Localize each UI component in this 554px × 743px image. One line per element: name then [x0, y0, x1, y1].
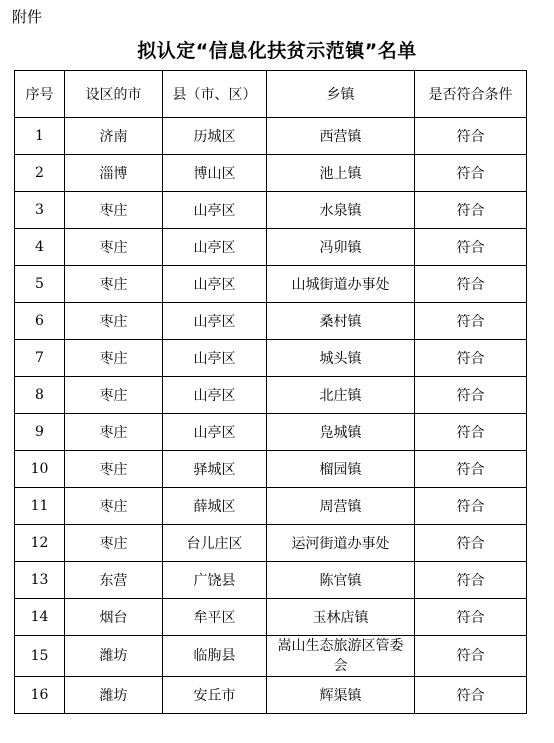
table-row: [15, 118, 527, 155]
cell-city: 枣庄: [65, 340, 163, 377]
cell-number: 12: [15, 525, 65, 562]
table-row: [15, 340, 527, 377]
cell-county: 广饶县: [163, 562, 267, 599]
cell-qualified: 符合: [415, 192, 527, 229]
header-town: 乡镇: [267, 71, 415, 118]
cell-number: 3: [15, 192, 65, 229]
cell-qualified: 符合: [415, 451, 527, 488]
cell-qualified: 符合: [415, 377, 527, 414]
cell-number: 10: [15, 451, 65, 488]
header-city: 设区的市: [65, 71, 163, 118]
cell-county: 山亭区: [163, 229, 267, 266]
cell-qualified: 符合: [415, 229, 527, 266]
cell-qualified: 符合: [415, 525, 527, 562]
cell-number: 9: [15, 414, 65, 451]
cell-city: 潍坊: [65, 636, 163, 677]
cell-county: 安丘市: [163, 677, 267, 714]
table-header-row: [15, 71, 527, 118]
cell-county: 驿城区: [163, 451, 267, 488]
cell-number: 15: [15, 636, 65, 677]
cell-qualified: 符合: [415, 636, 527, 677]
document-title: 拟认定“信息化扶贫示范镇”名单: [137, 40, 417, 62]
table-row: [15, 266, 527, 303]
cell-town: 周营镇: [267, 488, 415, 525]
cell-number: 8: [15, 377, 65, 414]
cell-city: 枣庄: [65, 303, 163, 340]
cell-town: 运河街道办事处: [267, 525, 415, 562]
cell-town: 凫城镇: [267, 414, 415, 451]
header-number: 序号: [15, 71, 65, 118]
cell-county: 山亭区: [163, 377, 267, 414]
cell-qualified: 符合: [415, 562, 527, 599]
cell-town: 水泉镇: [267, 192, 415, 229]
table-row: [15, 377, 527, 414]
table-row: [15, 599, 527, 636]
cell-qualified: 符合: [415, 303, 527, 340]
table-body: [15, 118, 527, 714]
header-county: 县（市、区）: [163, 71, 267, 118]
cell-number: 4: [15, 229, 65, 266]
cell-town: 北庄镇: [267, 377, 415, 414]
cell-county: 山亭区: [163, 192, 267, 229]
cell-qualified: 符合: [415, 118, 527, 155]
cell-city: 枣庄: [65, 192, 163, 229]
cell-county: 历城区: [163, 118, 267, 155]
table-row: [15, 562, 527, 599]
cell-city: 枣庄: [65, 525, 163, 562]
cell-town: 城头镇: [267, 340, 415, 377]
cell-town: 玉林店镇: [267, 599, 415, 636]
cell-county: 山亭区: [163, 303, 267, 340]
cell-town: 桑村镇: [267, 303, 415, 340]
table-row: [15, 451, 527, 488]
cell-number: 7: [15, 340, 65, 377]
attachment-label: 附件: [12, 8, 43, 26]
table-row: [15, 525, 527, 562]
cell-town: 池上镇: [267, 155, 415, 192]
cell-town: 西营镇: [267, 118, 415, 155]
table-row: [15, 303, 527, 340]
cell-town: 辉渠镇: [267, 677, 415, 714]
cell-qualified: 符合: [415, 155, 527, 192]
cell-town: 榴园镇: [267, 451, 415, 488]
cell-city: 枣庄: [65, 414, 163, 451]
cell-number: 5: [15, 266, 65, 303]
cell-number: 16: [15, 677, 65, 714]
cell-qualified: 符合: [415, 599, 527, 636]
cell-town: 冯卯镇: [267, 229, 415, 266]
cell-qualified: 符合: [415, 414, 527, 451]
cell-number: 1: [15, 118, 65, 155]
cell-county: 台儿庄区: [163, 525, 267, 562]
cell-county: 博山区: [163, 155, 267, 192]
cell-number: 13: [15, 562, 65, 599]
cell-county: 山亭区: [163, 414, 267, 451]
cell-city: 济南: [65, 118, 163, 155]
table-row: [15, 414, 527, 451]
cell-qualified: 符合: [415, 266, 527, 303]
cell-qualified: 符合: [415, 677, 527, 714]
table-row: [15, 229, 527, 266]
table-row: [15, 192, 527, 229]
cell-city: 淄博: [65, 155, 163, 192]
cell-town: 嵩山生态旅游区管委会: [267, 636, 415, 677]
cell-qualified: 符合: [415, 340, 527, 377]
table-row: [15, 488, 527, 525]
cell-number: 11: [15, 488, 65, 525]
table-row: [15, 155, 527, 192]
cell-county: 牟平区: [163, 599, 267, 636]
cell-city: 枣庄: [65, 451, 163, 488]
cell-town: 山城街道办事处: [267, 266, 415, 303]
cell-city: 枣庄: [65, 488, 163, 525]
cell-number: 6: [15, 303, 65, 340]
table-row: [15, 636, 527, 677]
cell-city: 东营: [65, 562, 163, 599]
table-row: [15, 677, 527, 714]
cell-number: 14: [15, 599, 65, 636]
cell-city: 枣庄: [65, 377, 163, 414]
cell-county: 薛城区: [163, 488, 267, 525]
cell-city: 枣庄: [65, 266, 163, 303]
cell-city: 烟台: [65, 599, 163, 636]
header-qualified: 是否符合条件: [415, 71, 527, 118]
cell-city: 枣庄: [65, 229, 163, 266]
cell-county: 临朐县: [163, 636, 267, 677]
cell-town: 陈官镇: [267, 562, 415, 599]
cell-qualified: 符合: [415, 488, 527, 525]
cell-county: 山亭区: [163, 340, 267, 377]
cell-county: 山亭区: [163, 266, 267, 303]
cell-number: 2: [15, 155, 65, 192]
town-list-table: [14, 70, 527, 714]
cell-city: 潍坊: [65, 677, 163, 714]
